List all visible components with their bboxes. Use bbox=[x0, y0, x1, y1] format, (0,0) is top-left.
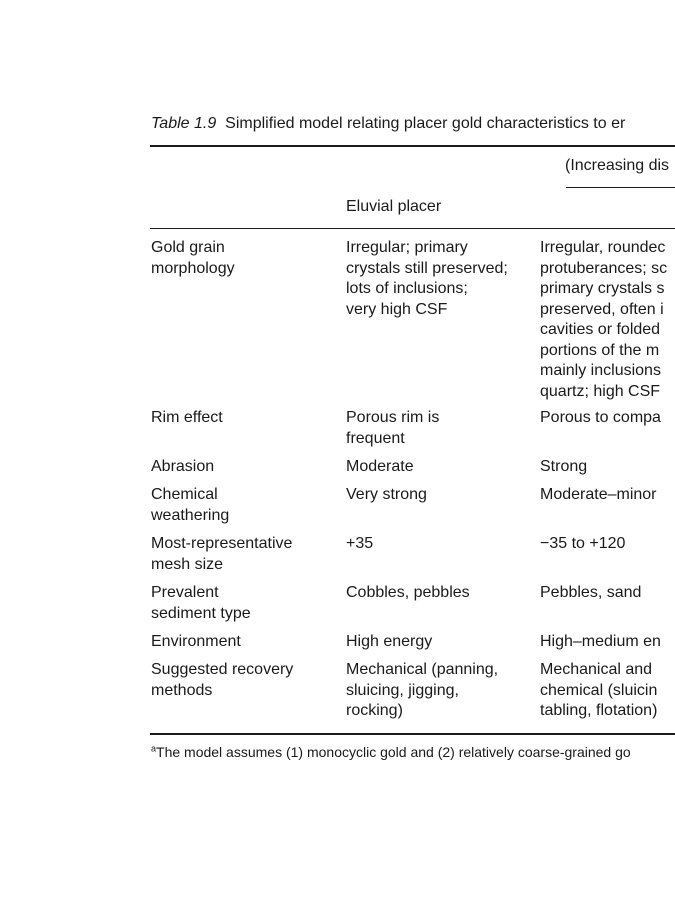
cell-environment-next: High–medium en bbox=[540, 633, 661, 650]
footnote-text: The model assumes (1) monocyclic gold and (2) relatively coarse-grained go bbox=[156, 744, 631, 760]
cell-mesh-size-next: −35 to +120 bbox=[540, 535, 626, 552]
cell-chemical-weathering-eluvial: Very strong bbox=[346, 486, 427, 503]
row-label-sediment-type: Prevalent sediment type bbox=[151, 584, 251, 622]
cell-recovery-methods-eluvial: Mechanical (panning, sluicing, jigging, rocking) bbox=[346, 661, 499, 719]
spanning-header-rule bbox=[566, 187, 675, 188]
table-number: Table 1.9 bbox=[151, 115, 217, 132]
cell-environment-eluvial: High energy bbox=[346, 633, 433, 650]
table-footnote bbox=[151, 744, 631, 760]
footnote-marker: a bbox=[151, 743, 157, 754]
cell-sediment-type-next: Pebbles, sand bbox=[540, 584, 642, 601]
table-bottom-rule bbox=[150, 733, 675, 735]
table-caption bbox=[151, 115, 625, 133]
column-header-eluvial: Eluvial placer bbox=[346, 198, 442, 215]
cell-abrasion-next: Strong bbox=[540, 458, 588, 475]
cell-rim-effect-next: Porous to compa bbox=[540, 409, 661, 426]
cell-chemical-weathering-next: Moderate–minor bbox=[540, 486, 657, 503]
row-label-abrasion: Abrasion bbox=[151, 458, 215, 475]
cell-rim-effect-eluvial: Porous rim is frequent bbox=[346, 409, 440, 447]
row-label-rim-effect: Rim effect bbox=[151, 409, 223, 426]
spanning-header: (Increasing dis bbox=[565, 157, 670, 174]
row-label-recovery-methods: Suggested recovery methods bbox=[151, 661, 294, 699]
table-header-rule bbox=[150, 228, 675, 229]
cell-sediment-type-eluvial: Cobbles, pebbles bbox=[346, 584, 470, 601]
cell-abrasion-eluvial: Moderate bbox=[346, 458, 414, 475]
table-top-rule bbox=[150, 145, 675, 147]
cell-morphology-eluvial: Irregular; primary crystals still preserved; lots of inclusions; very high CSF bbox=[346, 239, 508, 318]
cell-mesh-size-eluvial: +35 bbox=[346, 535, 374, 552]
row-label-chemical-weathering: Chemical weathering bbox=[151, 486, 230, 524]
row-label-mesh-size: Most-representative mesh size bbox=[151, 535, 293, 573]
cell-morphology-next: Irregular, roundec protuberances; sc primary crystals s preserved, often i cavities or folded portions of the m mainly inclusions quartz; high CSF bbox=[540, 239, 668, 400]
row-label-morphology: Gold grain morphology bbox=[151, 239, 235, 277]
row-label-environment: Environment bbox=[151, 633, 241, 650]
table-title: Simplified model relating placer gold characteristics to er bbox=[225, 115, 626, 132]
cell-recovery-methods-next: Mechanical and chemical (sluicin tabling, flotation) bbox=[540, 661, 658, 719]
